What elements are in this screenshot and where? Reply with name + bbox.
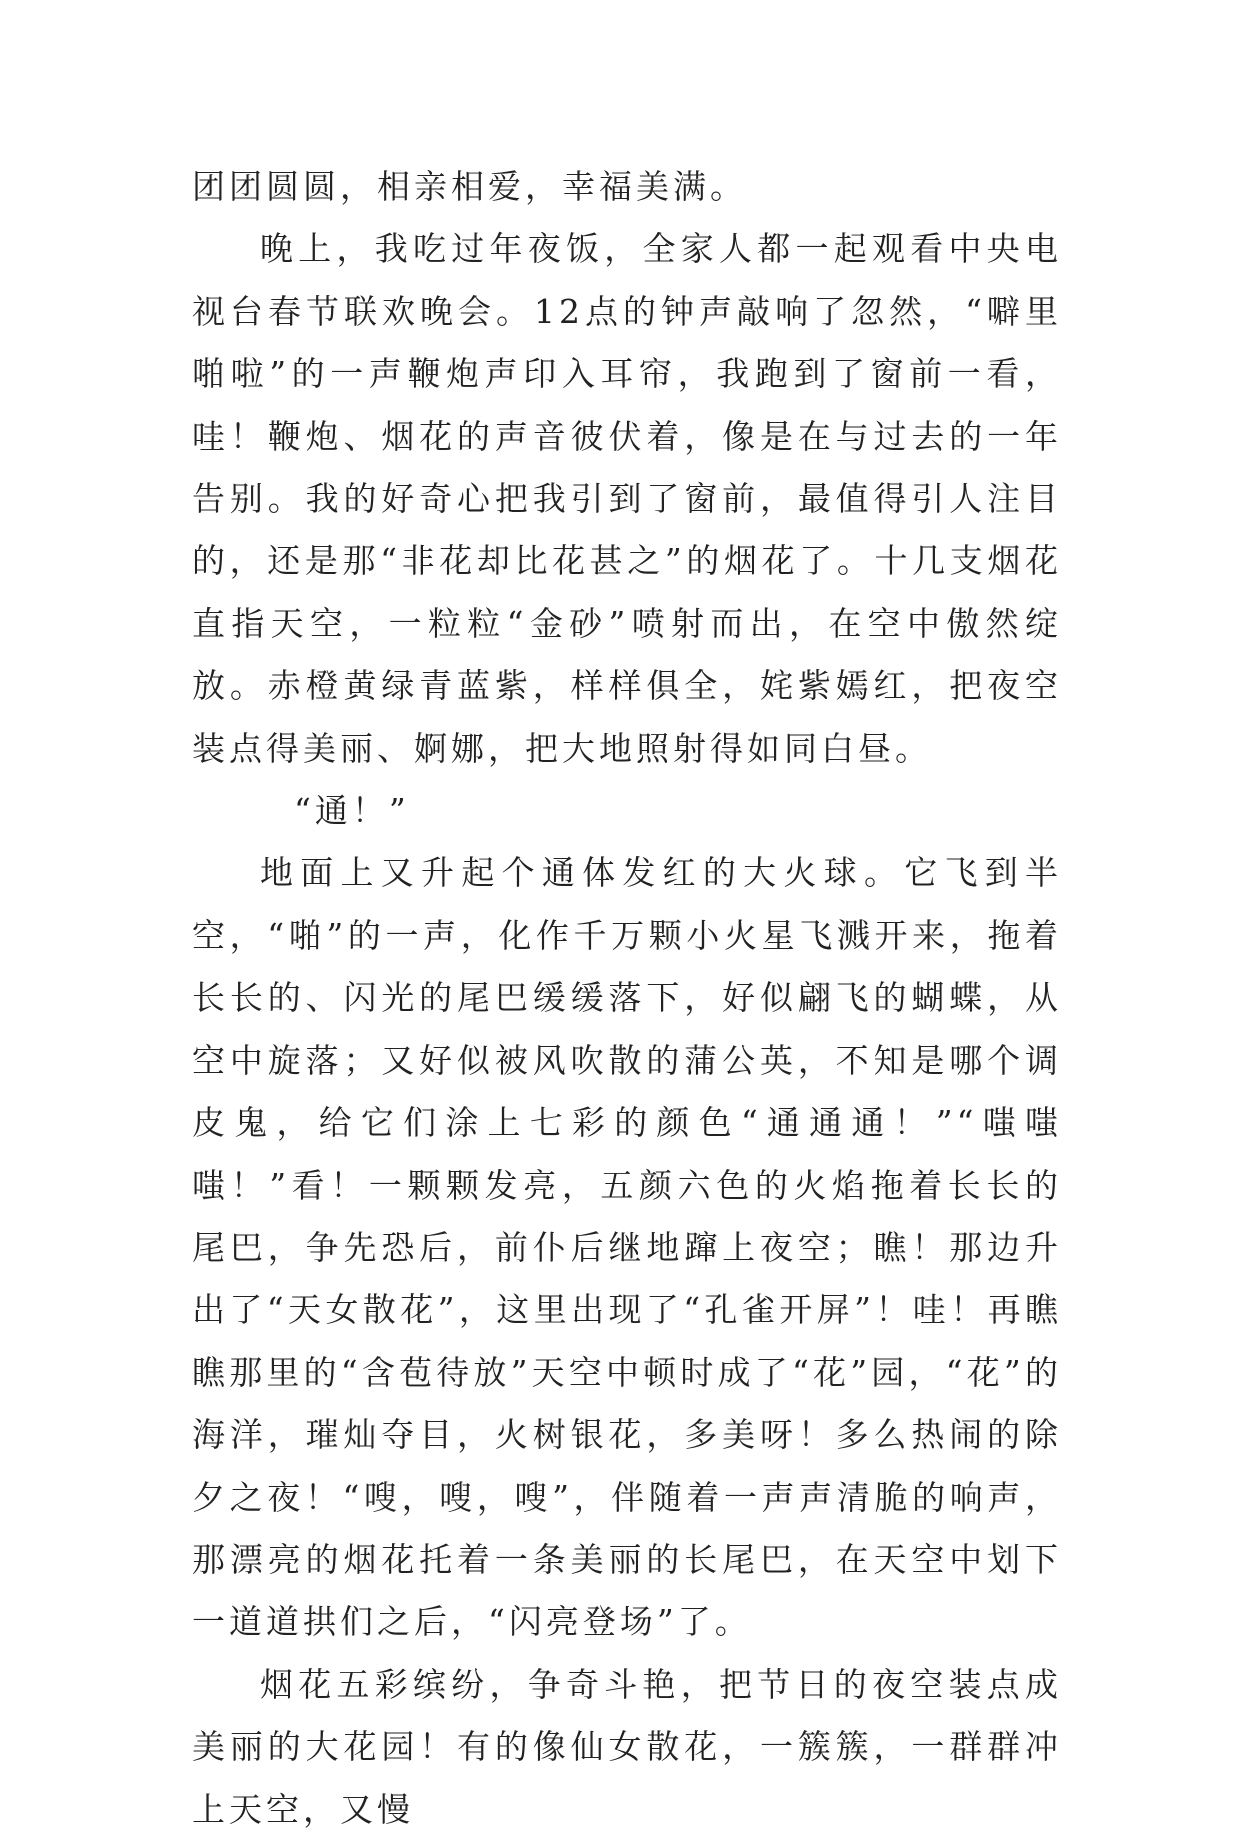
body-text	[192, 156, 1062, 1841]
paragraph-5: 烟花五彩缤纷，争奇斗艳，把节日的夜空装点成美丽的大花园！有的像仙女散花，一簇簇，一群群冲上天空，又慢	[192, 1664, 1062, 1829]
paragraph-1: 团团圆圆，相亲相爱，幸福美满。	[192, 167, 747, 206]
paragraph-2: 晚上，我吃过年夜饭，全家人都一起观看中央电视台春节联欢晚会。12点的钟声敲响了忽然，“噼里啪啦”的一声鞭炮声印入耳帘，我跑到了窗前一看，哇！鞭炮、烟花的声音彼伏着，像是在与过去的一年告别。我的好奇心把我引到了窗前，最值得引人注目的，还是那“非花却比花甚之”的烟花了。十几支烟花直指天空，一粒粒“金砂”喷射而出，在空中傲然绽放。赤橙黄绿青蓝紫，样样俱全，姹紫嫣红，把夜空装点得美丽、婀娜，把大地照射得如同白昼。	[192, 229, 1062, 768]
paragraph-3: “通！”	[294, 791, 410, 831]
paragraph-4: 地面上又升起个通体发红的大火球。它飞到半空，“啪”的一声，化作千万颗小火星飞溅开来，拖着长长的、闪光的尾巴缓缓落下，好似翩飞的蝴蝶，从空中旋落；又好似被风吹散的蒲公英，不知是哪个调皮鬼，给它们涂上七彩的颜色“通通通！”“嗤嗤嗤！”看！一颗颗发亮，五颜六色的火焰拖着长长的尾巴，争先恐后，前仆后继地蹿上夜空；瞧！那边升出了“天女散花”，这里出现了“孔雀开屏”！哇！再瞧瞧那里的“含苞待放”天空中顿时成了“花”园，“花”的海洋，璀灿夺目，火树银花，多美呀！多么热闹的除夕之夜！“嗖，嗖，嗖”，伴随着一声声清脆的响声，那漂亮的烟花托着一条美丽的长尾巴，在天空中划下一道道拱们之后，“闪亮登场”了。	[192, 853, 1062, 1642]
